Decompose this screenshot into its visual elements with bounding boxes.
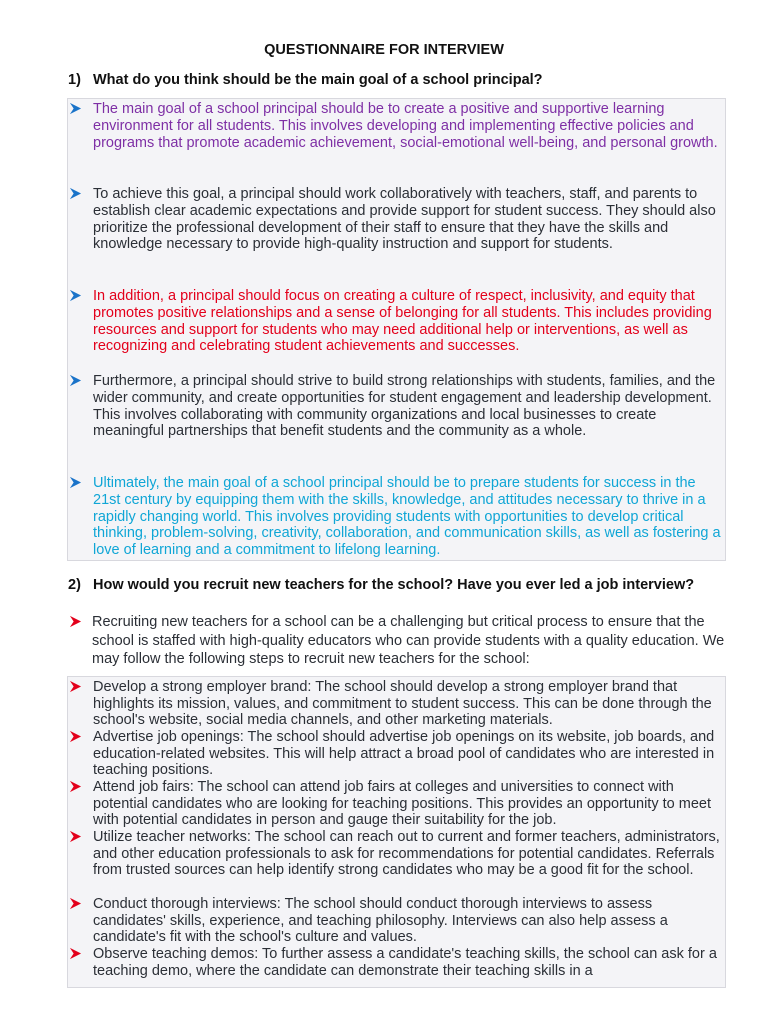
document-title: QUESTIONNAIRE FOR INTERVIEW bbox=[264, 42, 504, 58]
arrow-chevron-icon bbox=[69, 947, 82, 960]
arrow-chevron-icon bbox=[69, 730, 82, 743]
question-number: 1) bbox=[68, 72, 81, 88]
question-number: 2) bbox=[68, 577, 81, 593]
step-item bbox=[68, 946, 723, 979]
paragraph-text: Furthermore, a principal should strive to build strong relationships with students, families, and the wider community, and create opportunities for student engagement and leadership development. This involves collaborating with community organizations and local businesses to create meaningful partnerships that benefit students and the community as a whole. bbox=[93, 373, 716, 440]
step-text: Attend job fairs: The school can attend job fairs at colleges and universities to connect with potential candidates who are looking for teaching positions. This provides an opportunity to meet with potential candidates in person and gauge their suitability for the job. bbox=[93, 779, 711, 829]
arrow-chevron-icon bbox=[69, 830, 82, 843]
intro-text: Recruiting new teachers for a school can be a challenging but critical process to ensure that the school is staffed with high-quality educators who can provide students with a quality education. We may follow the following steps to recruit new teachers for the school: bbox=[92, 614, 725, 667]
step-text: Observe teaching demos: To further assess a candidate's teaching skills, the school can ask for a teaching demo, where the candidate can demonstrate their teaching skills in a bbox=[93, 946, 717, 979]
answer-paragraph bbox=[68, 101, 723, 151]
step-item bbox=[68, 679, 723, 729]
step-text: Develop a strong employer brand: The school should develop a strong employer brand that highlights its mission, values, and commitment to student success. This can be done through the school's website, social media channels, and other marketing materials. bbox=[93, 679, 712, 729]
answer-1-box bbox=[67, 98, 726, 561]
arrow-chevron-icon bbox=[69, 897, 82, 910]
step-item bbox=[68, 729, 723, 779]
arrow-chevron-icon bbox=[69, 289, 82, 302]
paragraph-text: To achieve this goal, a principal should work collaboratively with teachers, staff, and parents to establish clear academic expectations and provide support for student success. They should also prioritize the professional development of their staff to ensure that they have the skills and knowledge necessary to provide high-quality instruction and support for students. bbox=[93, 186, 716, 253]
question-text: What do you think should be the main goal of a school principal? bbox=[93, 72, 543, 88]
paragraph-text: In addition, a principal should focus on creating a culture of respect, inclusivity, and equity that promotes positive relationships and a sense of belonging for all students. This includes providing resources and support for students who may need additional help or interventions, as well as recognizing and celebrating student achievements and successes. bbox=[93, 288, 712, 355]
step-text: Utilize teacher networks: The school can reach out to current and former teachers, administrators, and other education professionals to ask for recommendations for potential candidates. Referrals from trusted sources can help identify strong candidates who may be a good fit for the school. bbox=[93, 829, 720, 879]
paragraph-text: Ultimately, the main goal of a school principal should be to prepare students for success in the 21st century by equipping them with the skills, knowledge, and attitudes necessary to thrive in a rapidly changing world. This involves providing students with opportunities to develop critical thinking, problem-solving, creativity, collaboration, and communication skills, as well as fostering a love of learning and a commitment to lifelong learning. bbox=[93, 475, 721, 559]
paragraph-text: The main goal of a school principal should be to create a positive and supportive learning environment for all students. This involves developing and implementing effective policies and programs that promote academic achievement, social-emotional well-being, and personal growth. bbox=[93, 101, 718, 151]
question-2 bbox=[68, 577, 728, 594]
answer-2-steps-box bbox=[67, 676, 726, 988]
answer-paragraph bbox=[68, 475, 723, 559]
step-item bbox=[68, 829, 723, 879]
arrow-chevron-icon bbox=[69, 680, 82, 693]
arrow-chevron-icon bbox=[69, 374, 82, 387]
arrow-chevron-icon bbox=[69, 187, 82, 200]
answer-paragraph bbox=[68, 186, 723, 253]
question-1 bbox=[68, 72, 728, 89]
answer-paragraph bbox=[68, 288, 723, 355]
arrow-chevron-icon bbox=[69, 102, 82, 115]
arrow-chevron-icon bbox=[69, 476, 82, 489]
step-item bbox=[68, 896, 723, 946]
step-text: Advertise job openings: The school should advertise job openings on its website, job boards, and education-related websites. This will help attract a broad pool of candidates who are interested in teaching positions. bbox=[93, 729, 715, 779]
step-item bbox=[68, 779, 723, 829]
arrow-chevron-icon bbox=[69, 780, 82, 793]
answer-2-intro bbox=[67, 613, 727, 669]
question-text: How would you recruit new teachers for the school? Have you ever led a job interview? bbox=[93, 577, 695, 593]
answer-paragraph bbox=[68, 373, 723, 440]
step-text: Conduct thorough interviews: The school should conduct thorough interviews to assess candidates' skills, experience, and teaching philosophy. Interviews can also help assess a candidate's fit with the school's culture and values. bbox=[93, 896, 668, 946]
arrow-chevron-icon bbox=[69, 615, 82, 628]
